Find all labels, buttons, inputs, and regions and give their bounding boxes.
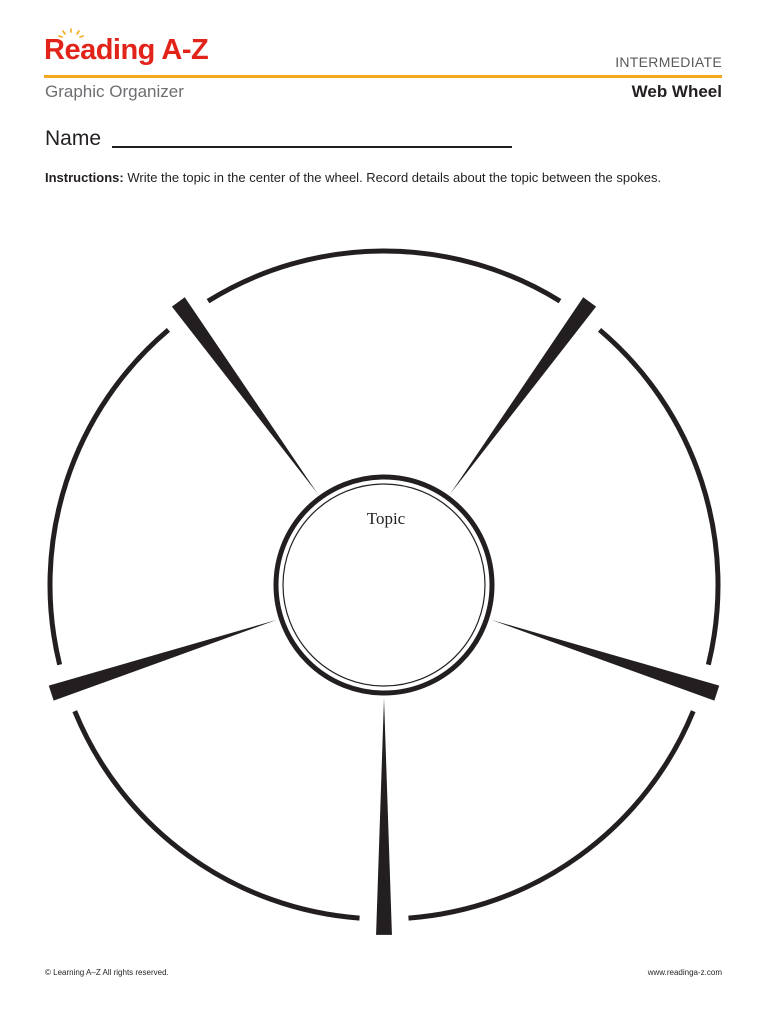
name-label: Name bbox=[45, 127, 102, 150]
copyright-text: © Learning A–Z All rights reserved. bbox=[45, 968, 169, 977]
website-url: www.readinga-z.com bbox=[647, 968, 722, 977]
instructions bbox=[45, 170, 661, 185]
wheel-section-5[interactable] bbox=[208, 251, 560, 301]
instructions-text: Write the topic in the center of the wheel. Record details about the topic between the spokes. bbox=[123, 170, 662, 185]
wheel-spoke-4 bbox=[49, 620, 277, 701]
wheel-spoke-5 bbox=[172, 297, 318, 493]
web-wheel bbox=[0, 200, 768, 960]
wheel-spoke-1 bbox=[450, 297, 596, 493]
wheel-section-4[interactable] bbox=[50, 330, 168, 665]
reading-az-logo: Reading A-Z bbox=[44, 34, 209, 66]
wheel-section-3[interactable] bbox=[75, 711, 360, 918]
page-title: Web Wheel bbox=[631, 82, 722, 101]
instructions-label: Instructions: bbox=[45, 170, 124, 185]
wheel-spoke-3 bbox=[376, 698, 392, 935]
topic-label: Topic bbox=[366, 509, 406, 528]
wheel-spoke-2 bbox=[491, 620, 719, 701]
wheel-section-2[interactable] bbox=[408, 711, 693, 918]
wheel-section-1[interactable] bbox=[600, 330, 718, 665]
level-label: INTERMEDIATE bbox=[615, 54, 722, 70]
header-divider bbox=[44, 75, 722, 78]
name-field[interactable] bbox=[112, 146, 512, 148]
subtitle: Graphic Organizer bbox=[45, 82, 184, 101]
